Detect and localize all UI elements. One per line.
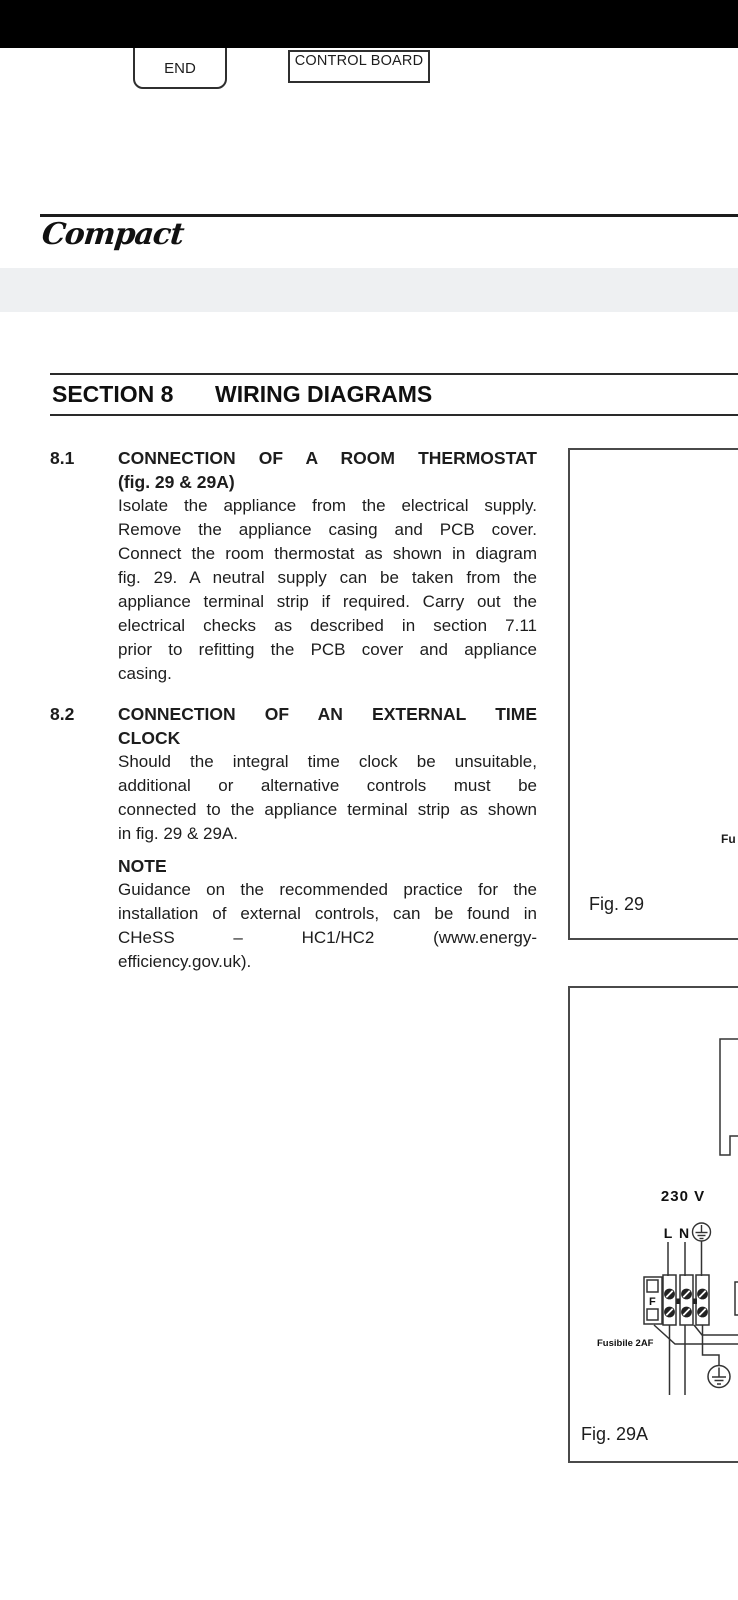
text-line: casing. — [118, 664, 172, 683]
terminal-live — [663, 1275, 676, 1325]
fuse-letter: F — [649, 1296, 656, 1308]
fig29-clipped-label: Fu — [721, 832, 736, 846]
clause-content — [118, 702, 537, 974]
flow-node-end — [133, 42, 227, 89]
text-line: CHeSS – HC1/HC2 (www.energy- — [118, 928, 537, 947]
section-8-1 — [50, 446, 537, 686]
fuse-clip-bottom — [647, 1309, 658, 1320]
flow-node-control-board — [288, 50, 430, 83]
text-line: efficiency.gov.uk). — [118, 952, 252, 971]
clause-heading — [118, 446, 537, 494]
top-black-bar — [0, 0, 738, 48]
text-line: installation of external controls, can be found in — [118, 904, 537, 923]
text-line: additional or alternative controls must be — [118, 776, 537, 795]
earth-symbol-top — [693, 1223, 711, 1241]
text-line: prior to refitting the PCB cover and appliance — [118, 640, 537, 659]
terminal-neutral — [680, 1275, 693, 1325]
control-board-node-label: CONTROL BOARD — [294, 53, 424, 69]
note-body — [118, 878, 537, 974]
text-line: CONNECTION OF AN EXTERNAL TIME — [118, 704, 537, 724]
wire-feed-upper — [694, 1325, 738, 1335]
section-number: SECTION 8 — [52, 381, 174, 407]
fuse-clip-top — [647, 1280, 658, 1292]
wire-earth-branch — [703, 1325, 720, 1366]
text-line: (fig. 29 & 29A) — [118, 472, 235, 492]
terminal-earth — [696, 1275, 709, 1325]
text-line: Connect the room thermostat as shown in diagram — [118, 544, 537, 563]
voltage-label: 230 V — [660, 1188, 706, 1205]
note-heading: NOTE — [118, 856, 167, 876]
text-line: CLOCK — [118, 728, 181, 748]
text-line: Remove the appliance casing and PCB cover. — [118, 520, 537, 539]
fuse-rating-label: Fusibile 2AF — [597, 1338, 654, 1349]
text-line: Guidance on the recommended practice for the — [118, 880, 537, 899]
brand-logo: Compact — [40, 217, 186, 252]
section-8-2 — [50, 702, 537, 974]
end-node-label: END — [164, 60, 196, 77]
header-gray-band — [0, 268, 738, 312]
figure-29-box — [568, 448, 738, 940]
text-column — [50, 446, 537, 990]
text-line: Should the integral time clock be unsuitable, — [118, 752, 537, 771]
figure-29a-box — [568, 986, 738, 1463]
text-line: Isolate the appliance from the electrical supply. — [118, 496, 537, 515]
clause-number: 8.2 — [50, 704, 75, 724]
section-title: WIRING DIAGRAMS — [215, 381, 433, 407]
text-line: in fig. 29 & 29A. — [118, 824, 239, 843]
live-label: L — [663, 1225, 673, 1241]
text-line: fig. 29. A neutral supply can be taken from the — [118, 568, 537, 587]
text-line: electrical checks as described in section 7.11 — [118, 616, 537, 635]
earth-symbol-bottom — [708, 1366, 730, 1388]
neutral-label: N — [678, 1225, 690, 1241]
clause-body — [118, 494, 537, 686]
text-line: appliance terminal strip if required. Carry out the — [118, 592, 537, 611]
pcb-outline — [720, 1039, 738, 1155]
clause-body — [118, 750, 537, 846]
text-line: connected to the appliance terminal strip as shown — [118, 800, 537, 819]
fig29-caption: Fig. 29 — [589, 894, 645, 914]
text-line: CONNECTION OF A ROOM THERMOSTAT — [118, 448, 537, 468]
clause-content — [118, 446, 537, 686]
clause-heading — [118, 702, 537, 750]
fig29a-caption: Fig. 29A — [581, 1424, 649, 1444]
section-heading-band — [50, 373, 738, 416]
wiring-diagram — [570, 988, 738, 1461]
clause-number: 8.1 — [50, 448, 75, 468]
